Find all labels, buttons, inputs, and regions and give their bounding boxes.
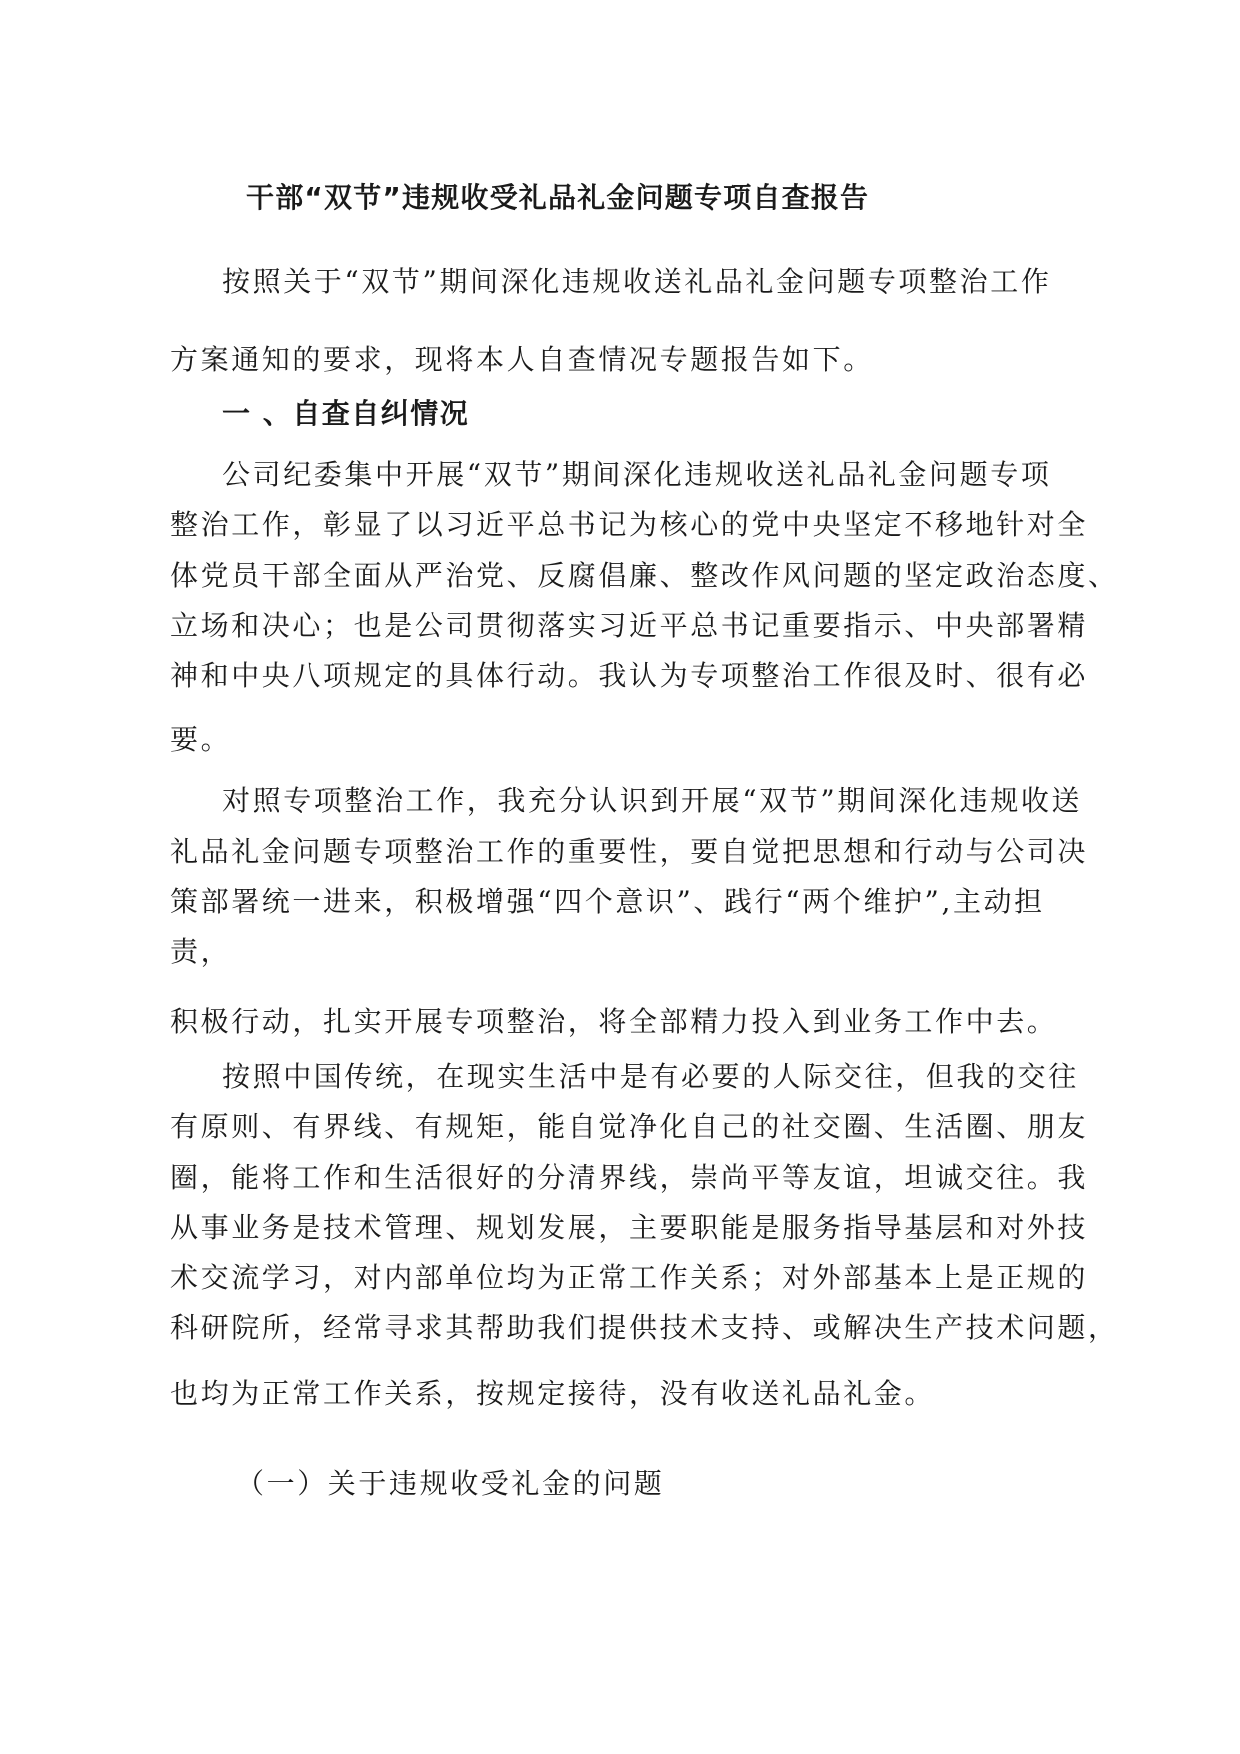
paragraph-2-line-4: 责， (170, 935, 232, 968)
paragraph-1-line-3: 体党员干部全面从严治党、反腐倡廉、整改作风问题的坚定政治态度、 (170, 559, 1119, 592)
paragraph-1-line-4: 立场和决心；也是公司贯彻落实习近平总书记重要指示、中央部署精 (170, 609, 1089, 642)
paragraph-2-line-5: 积极行动，扎实开展专项整治，将全部精力投入到业务工作中去。 (170, 1005, 1058, 1038)
paragraph-3-line-7: 也均为正常工作关系，按规定接待，没有收送礼品礼金。 (170, 1377, 936, 1410)
subsection-heading-gift-money: （一）关于违规收受礼金的问题 (236, 1467, 665, 1500)
paragraph-3-line-6: 科研院所，经常寻求其帮助我们提供技术支持、或解决生产技术问题， (170, 1311, 1119, 1344)
paragraph-3-line-2: 有原则、有界线、有规矩，能自觉净化自己的社交圈、生活圈、朋友 (170, 1110, 1089, 1143)
paragraph-1-line-2: 整治工作，彰显了以习近平总书记为核心的党中央坚定不移地针对全 (170, 508, 1089, 541)
paragraph-3-line-1: 按照中国传统，在现实生活中是有必要的人际交往，但我的交往 (222, 1060, 1079, 1093)
paragraph-3-line-4: 从事业务是技术管理、规划发展，主要职能是服务指导基层和对外技 (170, 1211, 1089, 1244)
paragraph-3-line-3: 圈，能将工作和生活很好的分清界线，崇尚平等友谊，坦诚交往。我 (170, 1161, 1089, 1194)
intro-line-2: 方案通知的要求，现将本人自查情况专题报告如下。 (170, 343, 874, 376)
paragraph-2-line-1: 对照专项整治工作，我充分认识到开展“双节”期间深化违规收送 (222, 784, 1083, 817)
document-title: 干部“双节”违规收受礼品礼金问题专项自查报告 (246, 181, 870, 214)
paragraph-1-line-6: 要。 (170, 723, 232, 756)
intro-line-1: 按照关于“双节”期间深化违规收送礼品礼金问题专项整治工作 (222, 265, 1052, 298)
paragraph-1-line-1: 公司纪委集中开展“双节”期间深化违规收送礼品礼金问题专项 (222, 458, 1052, 491)
paragraph-2-line-3: 策部署统一进来，积极增强“四个意识”、践行“两个维护”,主动担 (170, 885, 1045, 918)
paragraph-2-line-2: 礼品礼金问题专项整治工作的重要性，要自觉把思想和行动与公司决 (170, 835, 1089, 868)
section-heading-self-check: 一 、自查自纠情况 (222, 397, 470, 430)
paragraph-1-line-5: 神和中央八项规定的具体行动。我认为专项整治工作很及时、很有必 (170, 659, 1089, 692)
paragraph-3-line-5: 术交流学习，对内部单位均为正常工作关系；对外部基本上是正规的 (170, 1261, 1089, 1294)
